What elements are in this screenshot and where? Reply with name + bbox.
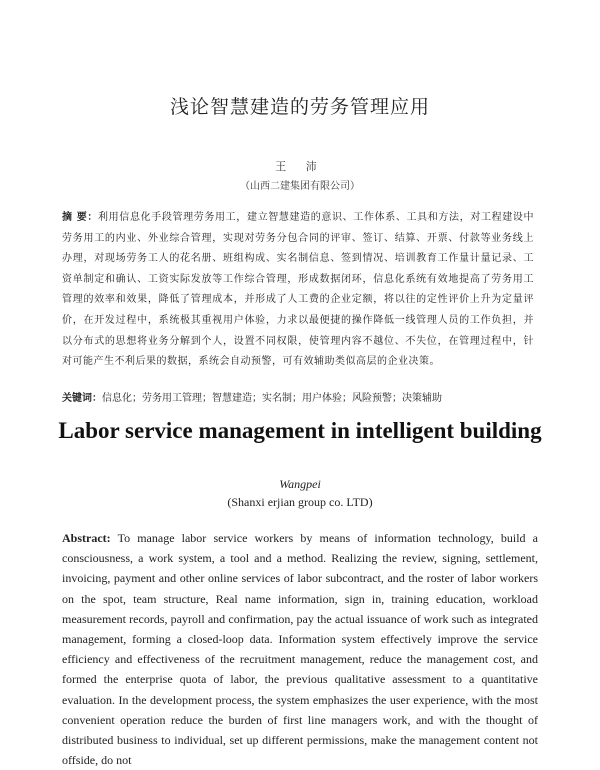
chinese-author: 王 沛 — [275, 160, 325, 173]
english-author: Wangpei — [279, 477, 321, 491]
chinese-keywords — [62, 390, 534, 408]
chinese-abstract-label: 摘 要： — [62, 212, 99, 223]
english-title: Labor service management in intelligent building — [58, 418, 542, 443]
chinese-title: 浅论智慧建造的劳务管理应用 — [169, 96, 430, 118]
chinese-keywords-label: 关键词： — [62, 393, 102, 404]
chinese-abstract-text: 利用信息化手段管理劳务用工，建立智慧建造的意识、工作体系、工具和方法，对工程建设中劳务用工的内业、外业综合管理，实现对劳务分包合同的评审、签订、结算、开票、付款等业务线上办理，对现场劳务工人的花名册、班组构成、实名制信息、签到情况、培训教育工作量计量记录、工资单制定和确认、工资实际发放等工作综合管理，形成数据闭环，信息化系统有效地提高了劳务用工管理的效率和效果，降低了管理成本，并形成了人工费的企业定额，将以往的定性评价上升为定量评价，在开发过程中，系统极其重视用户体验，力求以最便捷的操作降低一线管理人员的工作负担，并以分布式的思想将业务分解到个人，设置不同权限，使管理内容不越位、不失位，在管理过程中，针对可能产生不利后果的数据，系统会自动预警，可有效辅助类似高层的企业决策。 — [62, 212, 534, 368]
chinese-affiliation: （山西二建集团有限公司） — [240, 181, 360, 192]
english-abstract — [62, 528, 538, 770]
english-affiliation: (Shanxi erjian group co. LTD) — [227, 495, 373, 509]
chinese-abstract — [62, 208, 534, 373]
english-abstract-text: To manage labor service workers by means of information technology, build a consciousness, a work system, a tool and a method. Realizing the review, signing, settlement, invoicing, payment and other online services of labor subcontract, and the roster of labor workers on the spot, team structure, Real name information, sign in, training education, workload measurement records, payroll and confirmation, pay the actual issuance of work such as integrated management, forming a closed-loop data. Information system effectively improve the service efficiency and effectiveness of the recruitment management, reduce the management cost, and formed the enterprise quota of labor, the previous qualitative assessment to a quantitative evaluation. In the development process, the system emphasizes the user experience, with the most convenient operation reduce the burden of first line managers work, and with the thought of distributed business to individual, set up different permissions, make the management content not offside, do not — [62, 531, 538, 768]
chinese-keywords-text: 信息化；劳务用工管理；智慧建造；实名制；用户体验；风险预警；决策辅助 — [102, 393, 442, 404]
english-abstract-label: Abstract: — [62, 531, 111, 545]
